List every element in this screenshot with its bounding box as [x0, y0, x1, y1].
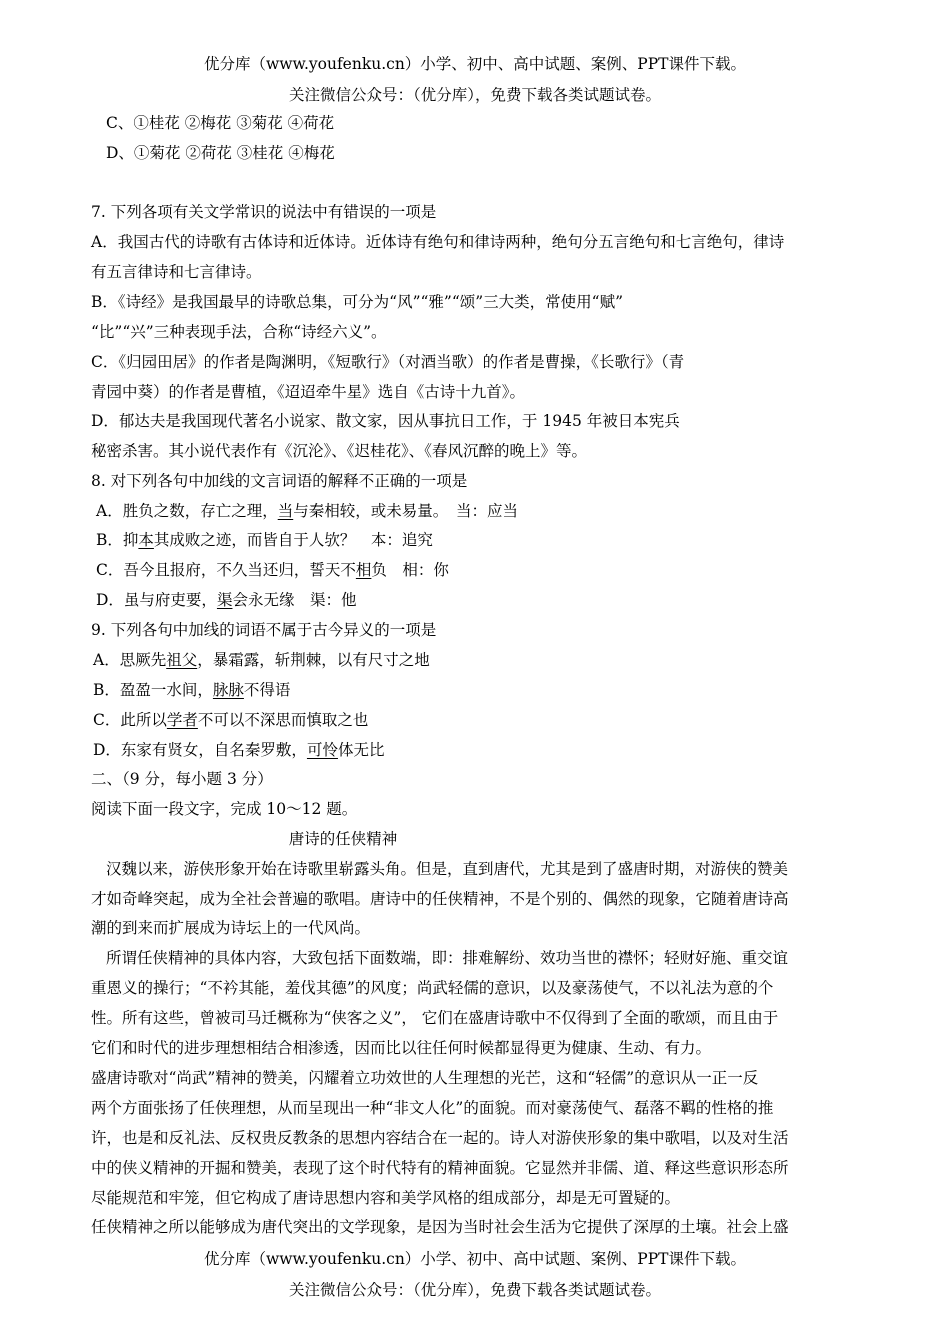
footer-line-1: 优分库（www.youfenku.cn）小学、初中、高中试题、案例、PPT课件下载。 — [203, 1250, 747, 1268]
passage-p1-line1: 汉魏以来，游侠形象开始在诗歌里崭露头角。但是，直到唐代，尤其是到了盛唐时期，对游侠的赞美 — [106, 860, 789, 878]
passage-p2-line4: 它们和时代的进步理想相结合相渗透，因而比以往任何时候都显得更为健康、生动、有力。 — [91, 1039, 712, 1057]
passage-p2-line3: 性。所有这些，曾被司马迁概称为“侠客之义”， 它们在盛唐诗歌中不仅得到了全面的歌颂，而且由于 — [91, 1009, 779, 1027]
passage-p3-line1: 盛唐诗歌对“尚武”精神的赞美，闪耀着立功效世的人生理想的光芒，这和“轻儒”的意识从一正一反 — [91, 1069, 759, 1087]
footer-line-2: 关注微信公众号：（优分库），免费下载各类试题试卷。 — [288, 1281, 661, 1299]
q7-option-a-line2: 有五言律诗和七言律诗。 — [91, 263, 262, 281]
passage-p3-line2: 两个方面张扬了任侠理想，从而呈现出一种“非文人化”的面貌。而对豪荡使气、磊落不羁的性格的推 — [91, 1099, 774, 1117]
passage-p3-line4: 中的侠义精神的开掘和赞美，表现了这个时代特有的精神面貌。它显然并非儒、道、释这些意识形态所 — [91, 1159, 789, 1177]
q9-option-b-underlined: 脉脉 — [212, 681, 244, 699]
passage-p4-line1: 任侠精神之所以能够成为唐代突出的文学现象，是因为当时社会生活为它提供了深厚的土壤。社会上盛 — [91, 1218, 789, 1236]
q8-option-b-underlined: 本 — [138, 531, 154, 549]
q8-option-a-underlined: 当 — [277, 502, 294, 520]
q9-option-c-post: 不可以不深思而慎取之也 — [197, 711, 369, 729]
q8-option-c-post: 负 相：你 — [371, 561, 449, 579]
header-line-1: 优分库（www.youfenku.cn）小学、初中、高中试题、案例、PPT课件下载。 — [203, 55, 747, 73]
q9-option-d-pre: D．东家有贤女，自名秦罗敷， — [93, 741, 307, 759]
q9-option-a — [93, 649, 430, 671]
q7-stem: 7. 下列各项有关文学常识的说法中有错误的一项是 — [91, 203, 437, 221]
q9-option-c-pre: C．此所以 — [93, 711, 167, 729]
q8-option-d-post: 会永无缘 渠：他 — [232, 591, 357, 609]
q9-option-a-post: ，暴霜露，斩荆棘，以有尺寸之地 — [197, 651, 430, 669]
q7-option-c-line1: C．《归园田居》的作者是陶渊明，《短歌行》（对酒当歌）的作者是曹操，《长歌行》（青 — [91, 353, 685, 371]
passage-p1-line3: 潮的到来而扩展成为诗坛上的一代风尚。 — [91, 919, 371, 937]
header-line-2: 关注微信公众号：（优分库），免费下载各类试题试卷。 — [288, 86, 661, 104]
q8-option-a-pre: A．胜负之数，存亡之理， — [96, 502, 278, 520]
q8-option-c-pre: C．吾今且报府，不久当还归，誓天不 — [96, 561, 356, 579]
q9-option-a-underlined: 祖父 — [166, 651, 198, 669]
passage-p3-line3: 许，也是和反礼法、反权贵反教条的思想内容结合在一起的。诗人对游侠形象的集中歌唱，以及对生活 — [91, 1129, 789, 1147]
q9-option-c — [93, 709, 368, 731]
q9-option-d-underlined: 可怜 — [306, 741, 338, 759]
passage-p2-line1: 所谓任侠精神的具体内容，大致包括下面数端，即：排难解纷、效功当世的襟怀；轻财好施、重交谊 — [106, 949, 789, 967]
passage-p3-line5: 尽能规范和牢笼，但它构成了唐诗思想内容和美学风格的组成部分，却是无可置疑的。 — [91, 1189, 681, 1207]
passage-p2-line2: 重恩义的操行；“不衿其能，羞伐其德”的风度；尚武轻儒的意识，以及豪荡使气，不以礼法为意的个 — [91, 979, 774, 997]
q9-option-b — [93, 679, 290, 701]
q7-option-b-line2: “比”“兴”三种表现手法，合称“诗经六义”。 — [91, 323, 387, 341]
q8-option-a-post: 与秦相较，或未易量。 当：应当 — [293, 502, 518, 520]
q8-option-b-post: 其成败之迹，而皆自于人欤？ 本：追究 — [153, 531, 433, 549]
passage-p1-line2: 才如奇峰突起，成为全社会普遍的歌唱。唐诗中的任侠精神，不是个别的、偶然的现象，它随着唐诗高 — [91, 890, 789, 908]
q8-option-d — [96, 589, 356, 611]
q9-option-d-post: 体无比 — [337, 741, 385, 759]
q7-option-a-line1: A．我国古代的诗歌有古体诗和近体诗。近体诗有绝句和律诗两种，绝句分五言绝句和七言绝句，律诗 — [91, 233, 785, 251]
q6-option-c: C、①桂花 ②梅花 ③菊花 ④荷花 — [106, 114, 335, 132]
section2-instruction: 阅读下面一段文字，完成 10～12 题。 — [91, 800, 358, 818]
q8-option-b-pre: B．抑 — [96, 531, 139, 549]
q7-option-c-line2: 青园中葵）的作者是曹植，《迢迢牵牛星》选自《古诗十九首》。 — [91, 383, 526, 401]
q6-option-d: D、①菊花 ②荷花 ③桂花 ④梅花 — [106, 144, 335, 162]
q9-option-a-pre: A．思厥先 — [93, 651, 167, 669]
q8-option-a — [96, 500, 518, 522]
q7-option-d-line1: D．郁达夫是我国现代著名小说家、散文家，因从事抗日工作，于 1945 年被日本宪兵 — [91, 412, 680, 430]
q7-option-d-line2: 秘密杀害。其小说代表作有《沉沦》、《迟桂花》、《春风沉醉的晚上》等。 — [91, 442, 588, 460]
q9-stem: 9. 下列各句中加线的词语不属于古今异义的一项是 — [91, 621, 437, 639]
q8-stem: 8. 对下列各句中加线的文言词语的解释不正确的一项是 — [91, 472, 468, 490]
q8-option-c — [96, 559, 449, 581]
passage-title: 唐诗的任侠精神 — [288, 830, 398, 848]
q8-option-c-underlined: 相 — [355, 561, 372, 579]
q9-option-b-pre: B．盈盈一水间， — [93, 681, 213, 699]
q8-option-d-pre: D．虽与府吏要， — [96, 591, 217, 609]
q9-option-c-underlined: 学者 — [166, 711, 198, 729]
q9-option-d — [93, 739, 384, 761]
q7-option-b-line1: B．《诗经》是我国最早的诗歌总集，可分为“风”“雅”“颂”三大类，常使用“赋” — [91, 293, 624, 311]
q8-option-d-underlined: 渠 — [216, 591, 233, 609]
q8-option-b — [96, 529, 433, 551]
q9-option-b-post: 不得语 — [243, 681, 291, 699]
section2-heading: 二、（9 分，每小题 3 分） — [91, 770, 273, 788]
